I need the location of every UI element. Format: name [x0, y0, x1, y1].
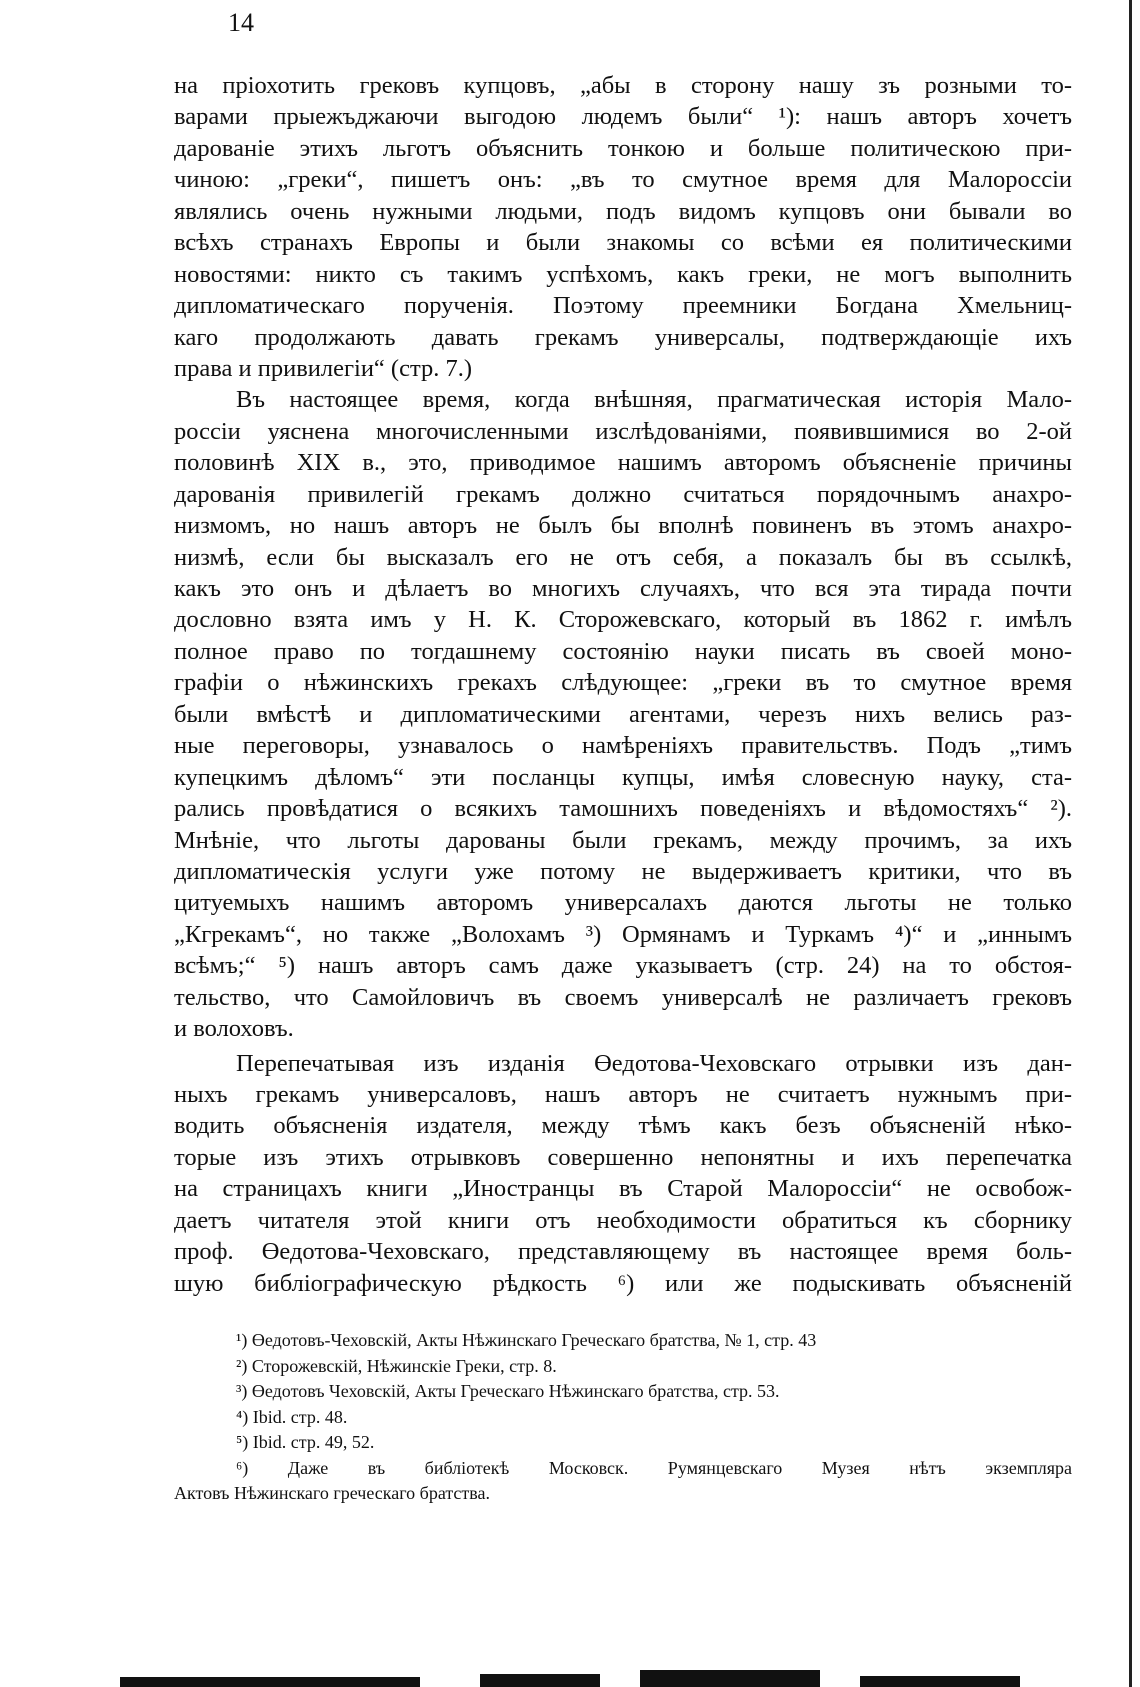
footnotes [174, 1328, 1072, 1507]
body-line: россіи уяснена многочисленными изслѣдованіями, появившимися во 2-ой [174, 417, 1072, 445]
body-line: какъ это онъ и дѣлаетъ во многихъ случаяхъ, что вся эта тирада почти [174, 575, 1072, 602]
body-text [174, 70, 1072, 1299]
body-line: Мнѣніе, что льготы дарованы были грекамъ, между прочимъ, за ихъ [174, 826, 1072, 854]
body-line: варами прыежъджаючи выгодою людемъ были“ ¹): нашъ авторъ хочетъ [174, 103, 1072, 131]
body-line: проф. Өедотова-Чеховскаго, представляющему въ настоящее время боль- [174, 1238, 1072, 1266]
body-line: низмѣ, если бы высказалъ его не отъ себя, а показалъ бы въ ссылкѣ, [174, 543, 1072, 571]
footnote-2: ²) Сторожевскій, Нѣжинскіе Греки, стр. 8. [236, 1355, 557, 1376]
scan-mark [860, 1676, 1020, 1687]
body-line: шую библіографическую рѣдкость ⁶) или же подыскивать объясненій [174, 1269, 1072, 1297]
footnote-3: ³) Өедотовъ Чеховскій, Акты Греческаго Нѣжинскаго братства, стр. 53. [236, 1381, 780, 1401]
body-line: на страницахъ книги „Иностранцы въ Старой Малороссіи“ не освобож- [174, 1175, 1072, 1203]
body-line: купецкимъ дѣломъ“ эти посланцы купцы, имѣя словесную науку, ста- [174, 763, 1072, 791]
scan-edge-shadow [1129, 0, 1132, 1687]
body-line: тельство, что Самойловичъ въ своемъ универсалѣ не различаетъ грековъ [174, 983, 1072, 1011]
body-line: полное право по тогдашнему состоянію науки писать въ своей моно- [174, 637, 1072, 665]
body-line: дипломатическаго порученія. Поэтому преемники Богдана Хмельниц- [174, 292, 1072, 320]
footnote-1: ¹) Өедотовъ-Чеховскій, Акты Нѣжинскаго Греческаго братства, № 1, стр. 43 [236, 1330, 817, 1350]
scan-mark [120, 1677, 420, 1687]
scan-mark [640, 1670, 820, 1687]
footnote-5: ⁵) Ibid. стр. 49, 52. [236, 1432, 375, 1452]
page-number: 14 [228, 8, 254, 37]
body-line: низмомъ, но нашъ авторъ не былъ бы вполнѣ повиненъ въ этомъ анахро- [174, 512, 1072, 540]
body-line: водить объясненія издателя, между тѣмъ какъ безъ объясненій нѣко- [174, 1112, 1072, 1140]
body-line: дарованіе этихъ льготъ объяснить тонкою и больше политическою при- [174, 134, 1072, 162]
body-line: новостями: никто съ такимъ успѣхомъ, какъ греки, не могъ выполнить [174, 260, 1072, 288]
body-line: на пріохотить грековъ купцовъ, „абы в сторону нашу зъ розными то- [174, 72, 1072, 99]
body-line: дарованія привилегій грекамъ должно считаться порядочнымъ анахро- [174, 480, 1072, 508]
footnote-6-continuation: Актовъ Нѣжинскаго греческаго братства. [174, 1483, 491, 1503]
footnote-4: ⁴) Ibid. стр. 48. [236, 1406, 348, 1427]
scan-mark [480, 1674, 600, 1687]
body-line: графіи о нѣжинскихъ грекахъ слѣдующее: „греки въ то смутное время [174, 669, 1072, 697]
body-line: дипломатическія услуги уже потому не выдерживаетъ критики, что въ [174, 857, 1072, 885]
body-line: являлись очень нужными людьми, подъ видомъ купцовъ они бывали во [174, 197, 1072, 225]
body-line: чиною: „греки“, пишетъ онъ: „въ то смутное время для Малороссіи [174, 166, 1072, 194]
body-line: цитуемыхъ нашимъ авторомъ универсалахъ даются льготы не только [174, 889, 1072, 917]
body-line: дословно взята имъ у Н. К. Сторожевскаго, который въ 1862 г. имѣлъ [174, 606, 1072, 634]
body-line: торые изъ этихъ отрывковъ совершенно непонятны и ихъ перепечатка [174, 1143, 1072, 1171]
footnote-6: ⁶) Даже въ библіотекѣ Московск. Румянцевскаго Музея нѣтъ экземпляра [236, 1457, 1072, 1478]
body-line: всѣхъ странахъ Европы и были знакомы со всѣми ея политическими [174, 229, 1072, 257]
body-line: ные переговоры, узнавалось о намѣреніяхъ правительствъ. Подъ „тимъ [174, 732, 1072, 760]
body-line: рались провѣдатися о всякихъ тамошнихъ поведеніяхъ и вѣдомостяхъ“ ²). [174, 795, 1072, 823]
body-line: „Кгрекамъ“, но также „Волохамъ ³) Ормянамъ и Туркамъ ⁴)“ и „иннымъ [174, 920, 1072, 948]
paragraph-start-line: Перепечатывая изъ изданія Өедотова-Чеховскаго отрывки изъ дан- [236, 1049, 1072, 1077]
body-line: и волоховъ. [174, 1015, 294, 1043]
body-line: права и привилегіи“ (стр. 7.) [174, 354, 473, 382]
body-line: даетъ читателя этой книги отъ необходимости обратиться къ сборнику [174, 1206, 1072, 1234]
body-line: каго продолжають давать грекамъ универсалы, подтверждающіе ихъ [174, 323, 1072, 351]
body-line: были вмѣстѣ и дипломатическими агентами, черезъ нихъ велись раз- [174, 700, 1072, 728]
scan-bottom-marks [120, 1668, 1020, 1687]
body-line: всѣмъ;“ ⁵) нашъ авторъ самъ даже указываетъ (стр. 24) на то обстоя- [174, 952, 1072, 980]
body-line: половинѣ XIX в., это, приводимое нашимъ авторомъ объясненіе причины [174, 449, 1072, 477]
paragraph-start-line: Въ настоящее время, когда внѣшняя, прагматическая исторія Мало- [236, 386, 1072, 414]
body-line: ныхъ грекамъ универсаловъ, нашъ авторъ не считаетъ нужнымъ при- [174, 1081, 1072, 1108]
